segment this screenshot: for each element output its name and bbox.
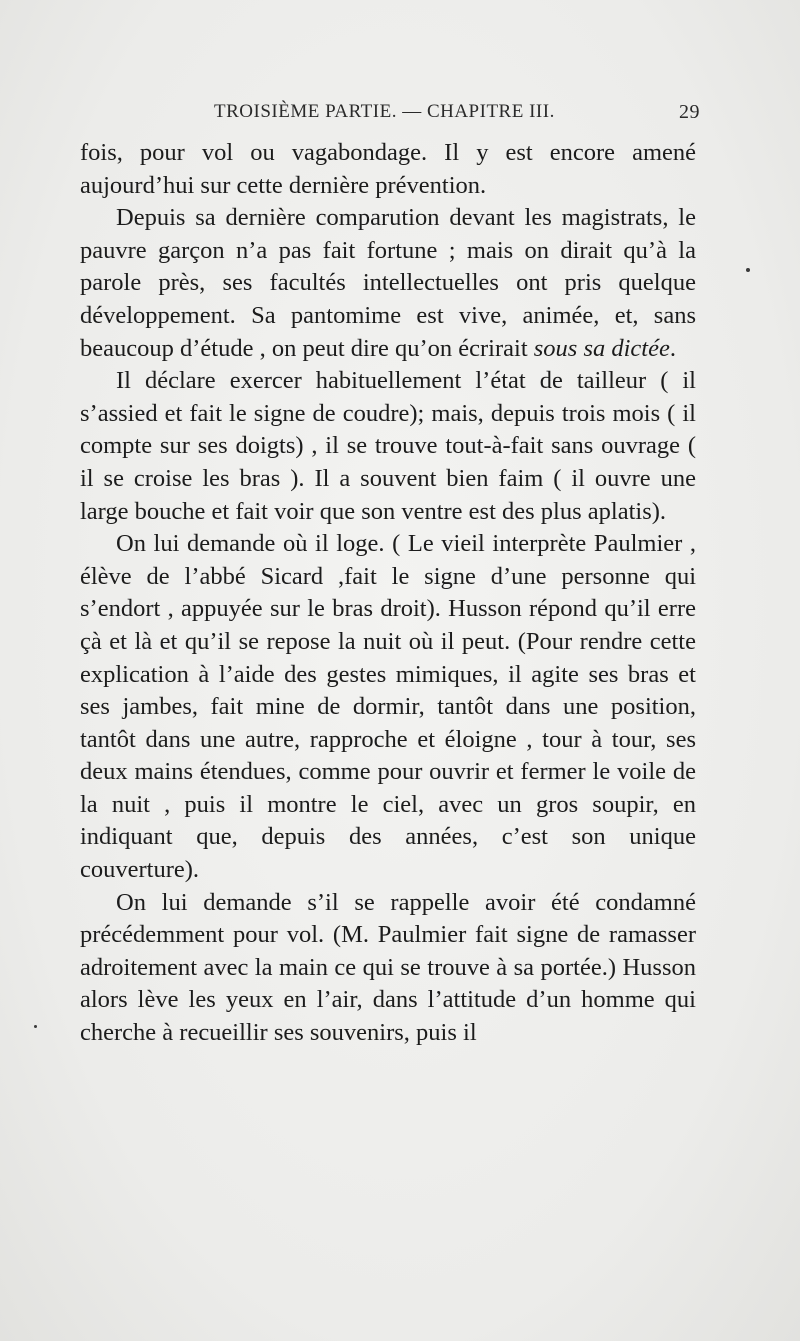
running-head: TROISIÈME PARTIE. — CHAPITRE III. xyxy=(214,101,555,122)
paragraph xyxy=(80,202,696,365)
paragraph-text: Il déclare exercer habituellement l’état de tailleur ( il s’assied et fait le signe de coudre); mais, depuis trois mois ( il compte sur ses doigts) , il se trouve tout-à-fait sans ouvrage ( il se croise les bras ). Il a souvent bien faim ( il ouvre une large bouche et fait voir que son ventre est des plus aplatis). xyxy=(80,367,696,525)
paragraph-text: Depuis sa dernière comparution devant les magistrats, le pauvre garçon n’a pas fait fortune ; mais on dirait qu’à la parole près, ses facultés intellectuelles ont pris quelque développement. Sa pantomime est vive, animée, et, sans beaucoup d’étude , on peut dire qu’on écrirait xyxy=(80,204,696,362)
paragraph-text: fois, pour vol ou vagabondage. Il y est encore amené aujourd’hui sur cette dernière prévention. xyxy=(80,139,696,199)
paragraph-text: On lui demande où il loge. ( Le vieil interprète Paulmier , élève de l’abbé Sicard ,fait le signe d’une personne qui s’endort , appuyée sur le bras droit). Husson répond qu’il erre çà et là et qu’il se repose la nuit où il peut. (Pour rendre cette explication à l’aide des gestes mimiques, il agite ses bras et ses jambes, fait mine de dormir, tantôt dans une position, tantôt dans une autre, rapproche et éloigne , tour à tour, ses deux mains étendues, comme pour ouvrir et fermer le voile de la nuit , puis il montre le ciel, avec un gros soupir, en indiquant que, depuis des années, c’est son unique couverture). xyxy=(80,530,696,884)
ink-speck xyxy=(34,1025,37,1028)
ink-speck xyxy=(746,268,750,272)
paragraph xyxy=(80,528,696,887)
page-header xyxy=(80,101,710,131)
italic-phrase: sous sa dictée xyxy=(533,334,670,362)
paragraph-tail: . xyxy=(669,334,676,362)
paragraph-text: On lui demande s’il se rappelle avoir été condamné précédemment pour vol. (M. Paulmier fait signe de ramasser adroitement avec la main ce qui se trouve à sa portée.) Husson alors lève les yeux en l’air, dans l’attitude d’un homme qui cherche à recueillir ses souvenirs, puis il xyxy=(80,888,696,1047)
page-number: 29 xyxy=(679,101,700,123)
paragraph xyxy=(80,887,696,1050)
paragraph xyxy=(80,365,696,528)
paragraph xyxy=(80,137,696,202)
body-text xyxy=(80,137,696,1050)
